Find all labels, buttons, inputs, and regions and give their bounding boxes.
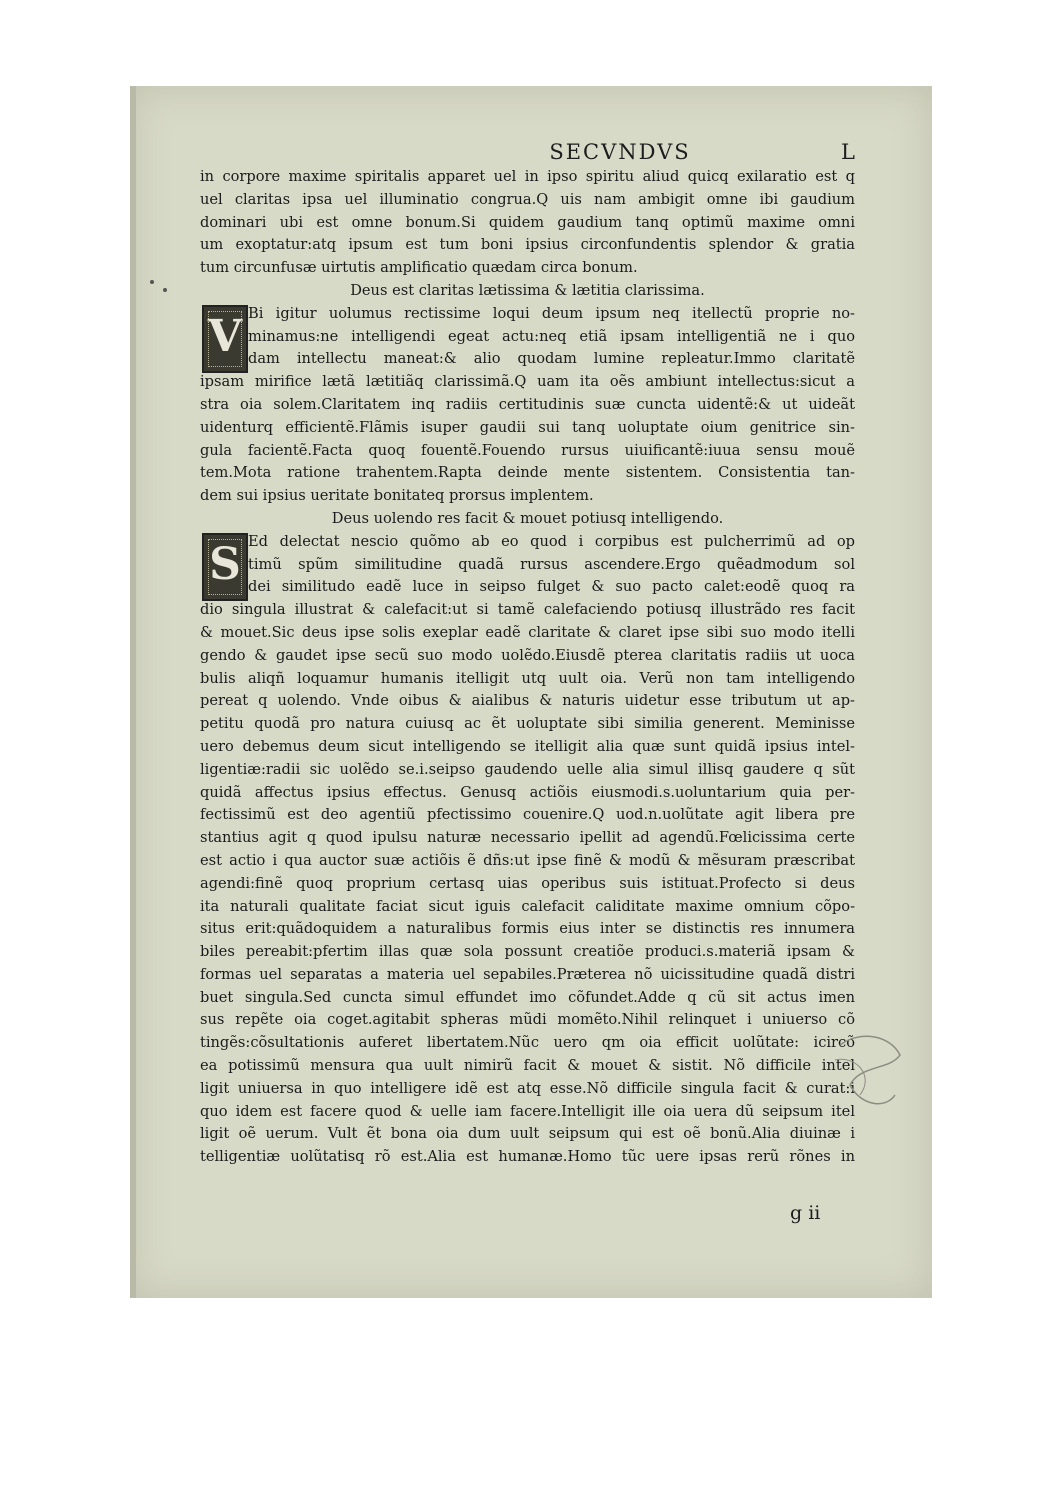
text-line: ligit uniuersa in quo intelligere idẽ est atq esse.Nõ difficile singula facit & curat:i [200,1079,855,1097]
text-line: buet singula.Sed cuncta simul effundet imo cõfundet.Adde q cũ sit actus imen [200,988,855,1006]
text-line: agendi:finẽ quoq proprium certasq uias operibus suis istituat.Profecto si deus [200,874,855,892]
marginal-scribble [830,1025,910,1115]
text-line: formas uel separatas a materia uel sepabiles.Præterea nõ uicissitudine quadã distri [200,965,855,983]
text-line: quo idem est facere quod & uelle iam facere.Intelligit ille oia uera dũ seipsum itel [200,1102,855,1120]
text-line: ligentiæ:radii sic uolẽdo se.i.seipso gaudendo uelle alia simul illisq gaudere q sũt [200,760,855,778]
text-line: um exoptatur:atq ipsum est tum boni ipsius circonfundentis splendor & gratia [200,236,855,254]
text-line: tem.Mota ratione trahentem.Rapta deinde mente sistentem. Consistentia tan- [200,464,855,482]
text-line: dominari ubi est omne bonum.Si quidem gaudium tanq optimũ maxime omni [200,213,855,231]
signature-mark: g ii [790,1202,821,1224]
text-line: gula facientẽ.Facta quoq fouentẽ.Fouendo rursus uiuificantẽ:iuua sensu mouẽ [200,441,855,459]
text-line: Bi igitur uolumus rectissime loqui deum ipsum neq itellectũ proprie no- [248,304,855,322]
text-line: situs erit:quãdoquidem a naturalibus formis eius inter se distinctis res innumera [200,920,855,938]
text-line: fectissimũ est deo agentiũ pfectissimo couenire.Q uod.n.uolũtate agit libera pre [200,806,855,824]
running-head: SECVNDVS [549,140,691,164]
text-line: dei similitudo eadẽ luce in seipso fulget & suo pacto calet:eodẽ quoq ra [248,578,855,596]
text-line: pereat q uolendo. Vnde oibus & aialibus & naturis uidetur esse tributum ut ap- [200,692,855,710]
decorated-initial-s: S [202,533,248,601]
page-binding-edge [130,86,136,1298]
chapter-heading: Deus uolendo res facit & mouet potiusq intelligendo. [331,509,724,527]
text-line: dem sui ipsius ueritate bonitateq prorsus implentem. [200,487,594,505]
text-line: ea potissimũ mensura qua uult nimirũ facit & mouet & sistit. Nõ difficile intel [200,1057,855,1075]
text-line: dam intellectu maneat:& alio quodam lumine repleatur.Immo claritatẽ [248,350,855,368]
text-line: uidenturq efficientẽ.Flãmis isuper gaudii sui tanq uoluptate oium genitrice sin- [200,418,855,436]
text-line: timũ spũm similitudine quadã rursus ascendere.Ergo quẽadmodum sol [248,555,855,573]
text-line: stantius agit q quod ipulsu naturæ necessario ipellit ad agendũ.Fœlicissima certe [200,829,855,847]
margin-speck [163,288,167,292]
text-line: minamus:ne intelligendi egeat actu:neq etiã ipsam intelligentiã ne i quo [248,327,855,345]
text-line: biles pereabit:pfertim illas quæ sola possunt creatiõe produci.s.materiã ipsam & [200,943,855,961]
text-line: Ed delectat nescio quõmo ab eo quod i corpibus est pulcherrimũ ad op [248,532,855,550]
text-line: sus repẽte oia coget.agitabit spheras mũdi momẽto.Nihil relinquet i uniuerso cõ [200,1011,855,1029]
text-line: ligit oẽ uerum. Vult ẽt bona oia dum uult seipsum qui est oẽ bonũ.Alia diuinæ i [200,1125,855,1143]
text-line: gendo & gaudet ipse secũ suo modo uolẽdo.Eiusdẽ pterea claritatis radiis ut uoca [200,646,855,664]
body-text [200,166,855,1169]
decorated-initial-v: V [202,305,248,373]
text-line: telligentiæ uolũtatisq rõ est.Alia est humanæ.Homo tũc uere ipsas rerũ rõnes in [200,1148,855,1166]
text-line: uel claritas ipsa uel illuminatio congrua.Q uis nam ambigit omne ibi gaudium [200,190,855,208]
chapter-heading: Deus est claritas lætissima & lætitia clarissima. [350,281,705,299]
text-line: ita naturali qualitate faciat sicut iguis calefacit caliditate maxime omnium cõpo- [200,897,855,915]
text-line: & mouet.Sic deus ipse solis exeplar eadẽ claritate & claret ipse sibi suo modo itelli [200,623,855,641]
text-line: stra oia solem.Claritatem inq radiis certitudinis suæ cuncta uidentẽ:& ut uideãt [200,395,855,413]
folio-number: L [841,140,855,164]
text-line: ipsam mirifice lætã lætitiãq clarissimã.Q uam ita oẽs ambiunt intellectus:sicut a [200,373,855,391]
text-line: in corpore maxime spiritalis apparet uel in ipso spiritu aliud quicq exilaratio est q [200,168,855,185]
text-line: quidã affectus ipsius effectus. Genusq actiõis eiusmodi.s.uoluntarium quia per- [200,783,855,801]
text-line: bulis aliqñ loquamur humanis itelligit utq uult oia. Verũ non tam intelligendo [200,669,855,687]
text-line: tum circunfusæ uirtutis amplificatio quædam circa bonum. [200,259,638,277]
text-line: uero debemus deum sicut intelligendo se itelligit alia quæ sunt quidã ipsius intel- [200,737,855,755]
text-line: petitu quodã pro natura cuiusq ac ẽt uoluptate sibi similia generent. Meminisse [200,715,855,733]
text-line: tingẽs:cõsultationis auferet libertatem.Nũc uero qm oia efficit uolũtate: icircõ [200,1034,855,1052]
margin-speck [150,280,154,284]
text-line: dio singula illustrat & calefacit:ut si tamẽ calefaciendo potiusq illustrãdo res facit [200,601,855,619]
text-line: est actio i qua auctor suæ actiõis ẽ dñs:ut ipse finẽ & modũ & mẽsuram præscribat [200,851,855,869]
